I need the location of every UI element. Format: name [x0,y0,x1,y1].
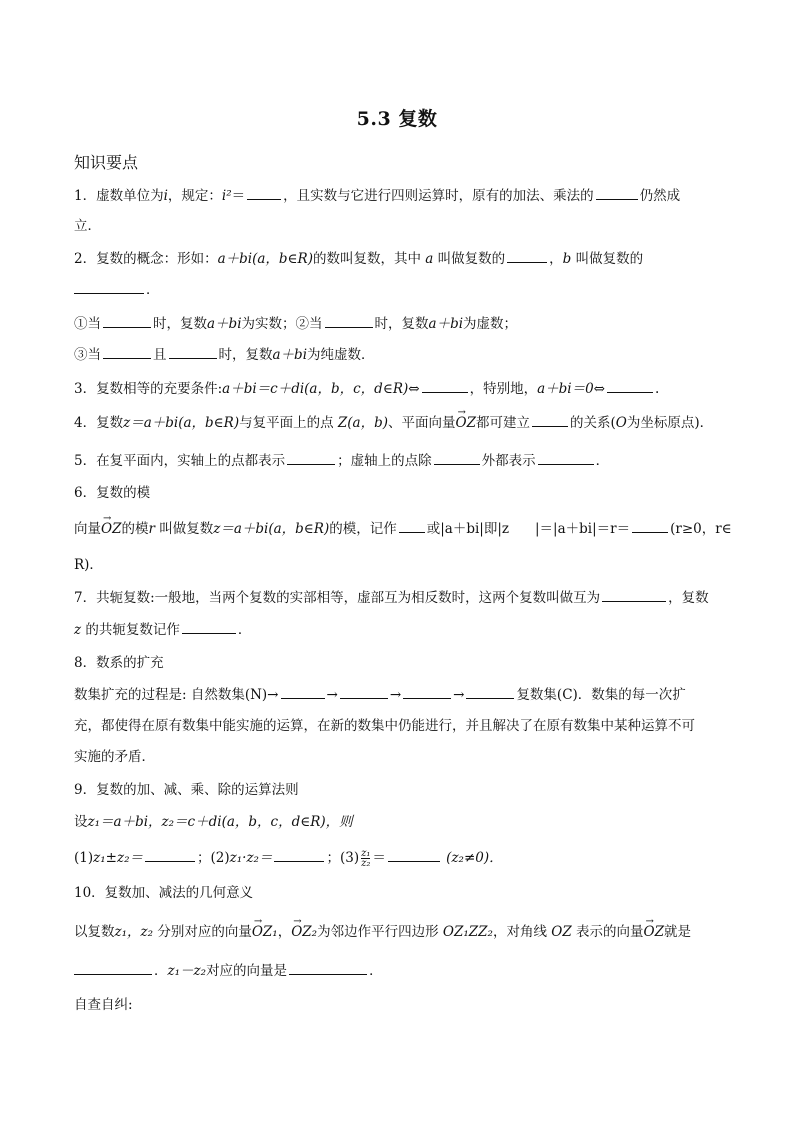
item-8-line-3: 实施的矛盾． [74,749,155,765]
item-6-line-2: R)． [74,557,103,573]
self-check-label: 自查自纠: [74,997,133,1013]
fill-blank [289,961,367,975]
item-10-line-2: ．z₁－z₂对应的向量是 ． [74,961,383,981]
page-title: 5.3 复数 [356,108,438,130]
item-8-line-1: 数集扩充的过程是: 自然数集(N)→ → → → 复数集(C)．数集的每一次扩 [74,687,686,703]
fill-blank [325,314,373,328]
item-1-line-1: 1．虚数单位为i，规定：i²＝ ，且实数与它进行四则运算时，原有的加法、乘法的 仍然成 [74,188,681,204]
fill-blank [538,451,594,465]
item-10-heading: 10．复数加、减法的几何意义 [74,885,254,901]
fill-blank [103,345,151,359]
item-10-line-1: 以复数z₁，z₂ 分别对应的向量→ OZ₁，→ OZ₂为邻边作平行四边形 OZ₁ZZ₂，对角线 OZ 表示的向量→ OZ就是 [74,922,721,942]
fill-blank [145,848,195,862]
vector-oz: → OZ [101,519,121,539]
fraction-z1-over-z2: $\frac{\text{z₁}}{\text{z₂}}$ [361,848,371,869]
item-2-line-3: ①当 时，复数a＋bi为实数；②当 时，复数a＋bi为虚数； [74,316,518,332]
fill-blank [103,314,151,328]
fill-blank [247,186,281,200]
item-2-line-1: 2．复数的概念：形如：a＋bi(a，b∈R)的数叫复数，其中 a 叫做复数的 ，b 叫做复数的 [74,251,644,267]
vector-oz: → OZ [456,413,476,433]
item-2-line-4: ③当 且 时，复数a＋bi为纯虚数． [74,347,375,363]
vector-oz1: → OZ₁ [252,922,278,942]
item-6-heading: 6．复数的模 [74,485,151,501]
item-7-line-1: 7．共轭复数:一般地，当两个复数的实部相等，虚部互为相反数时，这两个复数叫做互为 ，复数 [74,590,709,606]
item-1-line-2: 立． [74,218,101,234]
vector-oz2: → OZ₂ [291,922,317,942]
section-heading: 知识要点 [74,153,139,172]
fill-blank [388,848,440,862]
item-7-line-2: z 的共轭复数记作 ． [74,622,252,638]
fill-blank [422,379,468,393]
fill-blank [403,685,451,699]
fill-blank [340,685,388,699]
item-6-line-1: 向量→ OZ的模r 叫做复数z＝a＋bi(a，b∈R)的模，记作 或|a＋bi|即|z |＝|a＋bi|＝r＝ (r≥0，r∈ [74,519,721,539]
fill-blank [466,685,514,699]
fill-blank [507,249,547,263]
fill-blank [596,186,638,200]
fill-blank [182,620,236,634]
fill-blank [602,588,666,602]
fill-blank [287,451,335,465]
fill-blank [74,961,152,975]
fill-blank [607,379,653,393]
fill-blank [169,345,217,359]
fill-blank [399,519,425,533]
item-9-heading: 9．复数的加、减、乘、除的运算法则 [74,782,299,798]
vector-oz: → OZ [644,922,664,942]
fill-blank [274,848,324,862]
item-4: 4．复数z＝a＋bi(a，b∈R)与复平面上的点 Z(a，b)、平面向量→ OZ都可建立 的关系(O为坐标原点)． [74,413,713,433]
item-5: 5．在复平面内，实轴上的点都表示 ；虚轴上的点除 外都表示 ． [74,453,610,469]
fill-blank [281,685,325,699]
fill-blank [434,451,480,465]
fill-blank [632,519,668,533]
fill-blank [532,413,568,427]
item-3: 3．复数相等的充要条件:a＋bi＝c＋di(a，b，c，d∈R)⇔ ，特别地，a＋bi＝0⇔ . [74,381,660,397]
item-8-heading: 8．数系的扩充 [74,655,164,671]
item-2-line-2: ． [74,280,160,300]
item-9-line-1: 设z₁＝a＋bi，z₂＝c＋di(a，b，c，d∈R)，则 [74,814,353,830]
item-9-line-2: (1)z₁±z₂＝ ；(2)z₁·z₂＝ ；(3) $\frac{\text{z₁}}{\text{z₂}}$ ＝ (z₂≠0)． [74,848,503,869]
fill-blank [74,280,144,294]
item-8-line-2: 充，都使得在原有数集中能实施的运算，在新的数集中仍能进行，并且解决了在原有数集中某种运算不可 [74,718,695,734]
